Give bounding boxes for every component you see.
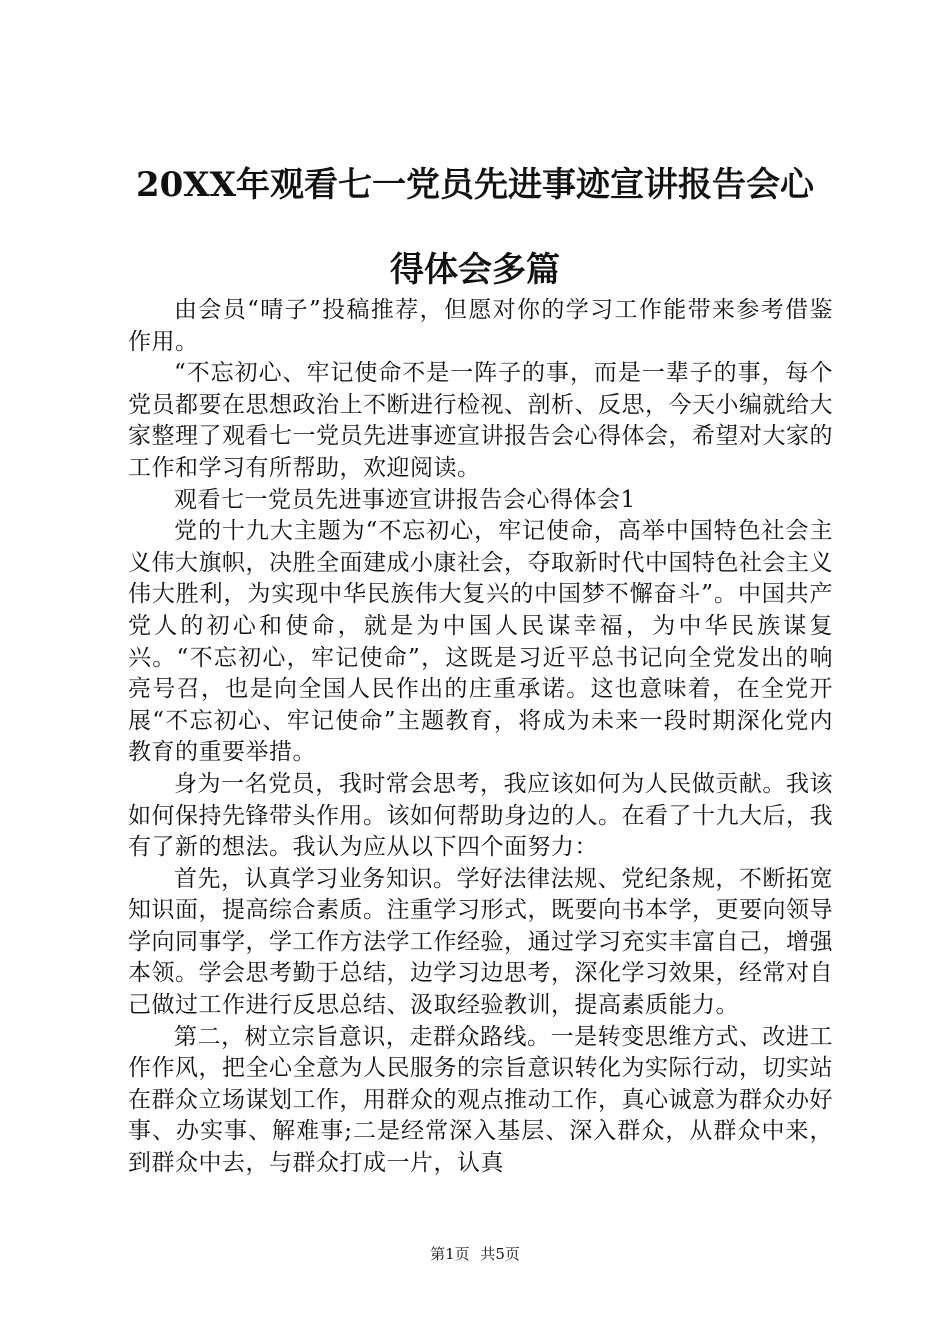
page-footer: [0, 1244, 950, 1264]
section-heading: 观看七一党员先进事迹宣讲报告会心得体会1: [174, 486, 636, 513]
document-title-line-1: 20XX年观看七一党员先进事迹宣讲报告会心: [135, 165, 815, 205]
paragraph-preface: “不忘初心、牢记使命不是一阵子的事，而是一辈子的事，每个党员都要在思想政治上不断进行检视、剖析、反思，今天小编就给大家整理了观看七一党员先进事迹宣讲报告会心得体会，希望对大家的工作和学习有所帮助，欢迎阅读。: [128, 360, 833, 481]
paragraph-reflection: 身为一名党员，我时常会思考，我应该如何为人民做贡献。我该如何保持先锋带头作用。该如何帮助身边的人。在看了十九大后，我有了新的想法。我认为应从以下四个面努力：: [128, 770, 833, 861]
document-body: [128, 295, 833, 1180]
paragraph-theme: 党的十九大主题为“不忘初心，牢记使命，高举中国特色社会主义伟大旗帜，决胜全面建成小康社会，夺取新时代中国特色社会主义伟大胜利，为实现中华民族伟大复兴的中国梦不懈奋斗”。中国共产党人的初心和使命，就是为中国人民谋幸福，为中华民族谋复兴。“不忘初心，牢记使命”，这既是习近平总书记向全党发出的响亮号召，也是向全国人民作出的庄重承诺。这也意味着，在全党开展“不忘初心、牢记使命”主题教育，将成为未来一段时期深化党内教育的重要举措。: [128, 518, 833, 766]
page-total: 共5页: [480, 1245, 520, 1263]
paragraph-second-point: 第二，树立宗旨意识，走群众路线。一是转变思维方式、改进工作作风，把全心全意为人民服务的宗旨意识转化为实际行动，切实站在群众立场谋划工作，用群众的观点推动工作，真心诚意为群众办好事、办实事、解难事;二是经常深入基层、深入群众，从群众中来，到群众中去，与群众打成一片，认真: [128, 1023, 833, 1177]
document-title-line-2: 得体会多篇: [390, 250, 560, 290]
paragraph-intro: 由会员“晴子”投稿推荐，但愿对你的学习工作能带来参考借鉴作用。: [128, 297, 833, 355]
paragraph-first-point: 首先，认真学习业务知识。学好法律法规、党纪条规，不断拓宽知识面，提高综合素质。注重学习形式，既要向书本学，更要向领导学向同事学，学工作方法学工作经验，通过学习充实丰富自己，增强本领。学会思考勤于总结，边学习边思考，深化学习效果，经常对自己做过工作进行反思总结、汲取经验教训，提高素质能力。: [128, 865, 833, 1019]
page-number: 第1页: [430, 1245, 470, 1263]
